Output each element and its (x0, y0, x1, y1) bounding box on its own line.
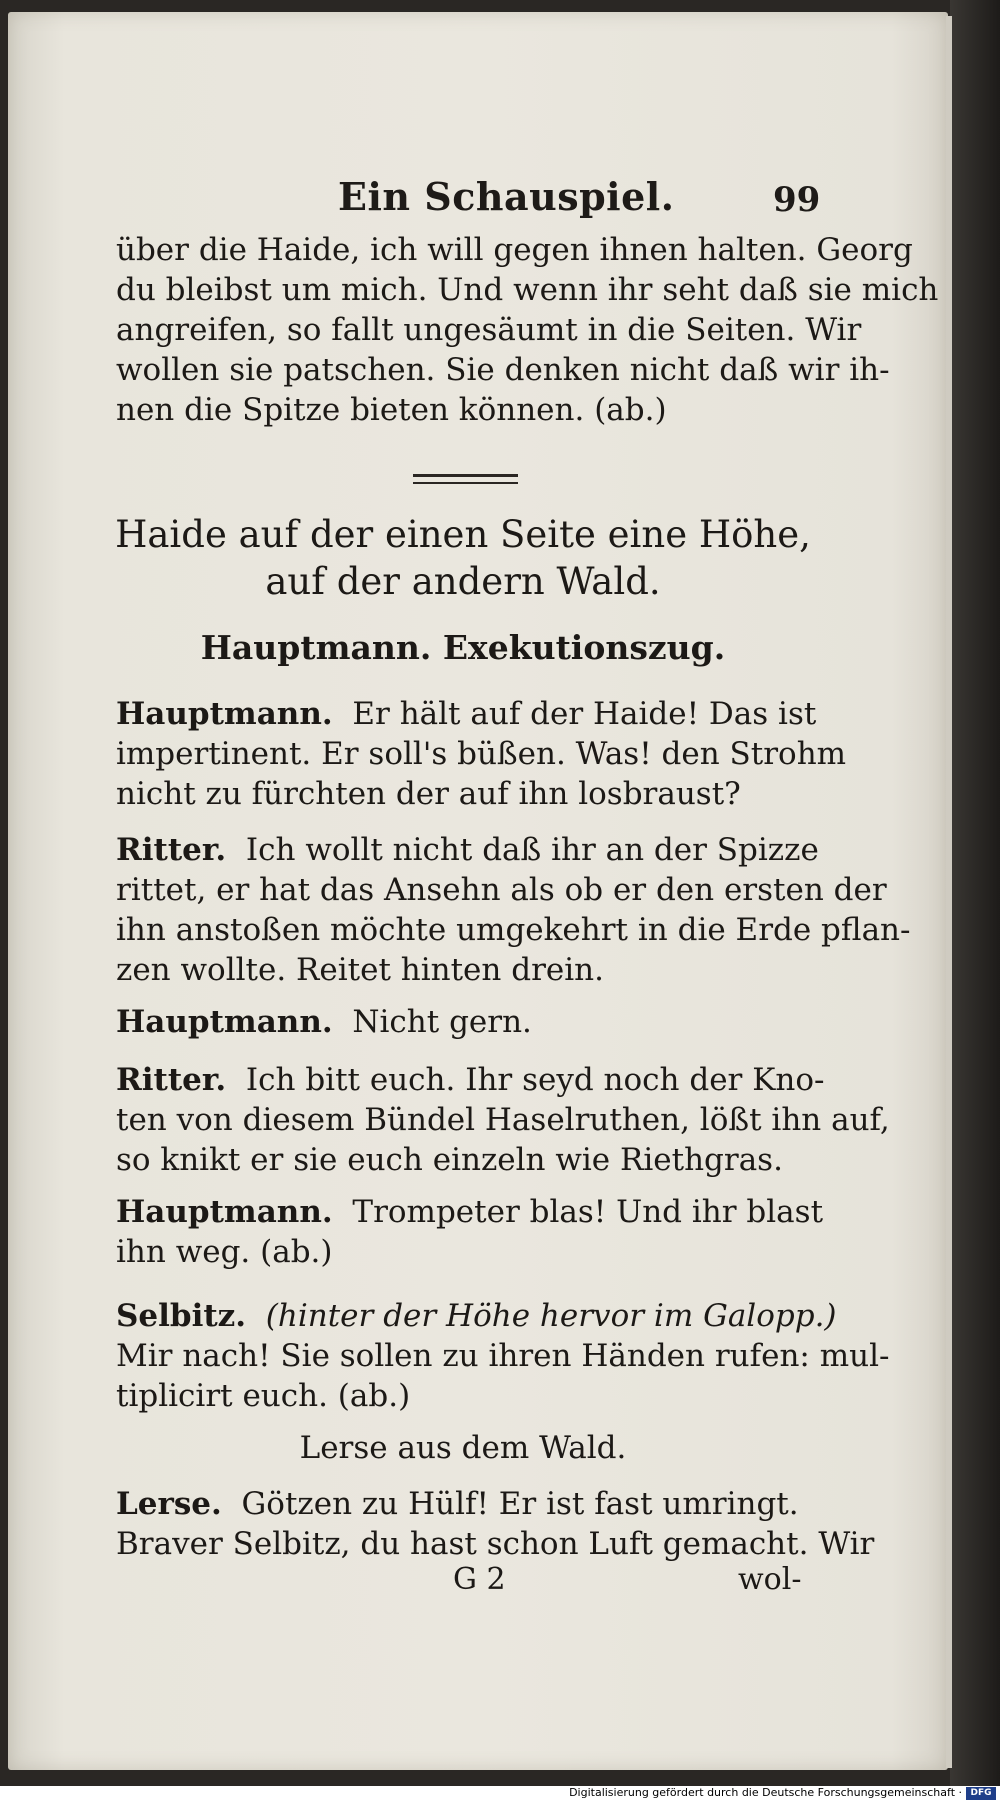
speech-first-line (116, 1484, 816, 1524)
speaker-name: Hauptmann. (116, 1194, 333, 1230)
text-line: rittet, er hat das Ansehn als ob er den ersten der (116, 872, 887, 908)
speech-first-line (116, 1060, 825, 1100)
text-line: zen wollte. Reitet hinten drein. (116, 952, 604, 988)
text-line: Mir nach! Sie sollen zu ihren Händen rufen: mul- (116, 1338, 890, 1374)
speech-hauptmann-2 (116, 1002, 816, 1042)
text-line: nen die Spitze bieten können. (ab.) (116, 392, 667, 428)
stage-entrance: Lerse aus dem Wald. (299, 1430, 627, 1466)
speaker-name: Ritter. (116, 832, 227, 868)
text-line: Braver Selbitz, du hast schon Luft gemacht. Wir (116, 1526, 875, 1562)
speech-ritter-1 (116, 830, 911, 990)
speech-text: Trompeter blas! Und ihr blast (352, 1194, 824, 1230)
speech-text: Götzen zu Hülf! Er ist fast umringt. (241, 1486, 799, 1522)
speech-first-line (116, 1002, 816, 1042)
scene-persons: Hauptmann. Exekutionszug. (200, 628, 726, 667)
speech-text: Er hält auf der Haide! Das ist (352, 696, 817, 732)
text-line: du bleibst um mich. Und wenn ihr seht daß sie mich (116, 272, 939, 308)
dfg-logo-icon[interactable]: DFG (966, 1787, 996, 1800)
book-page (8, 12, 948, 1770)
speech-text: Nicht gern. (352, 1004, 532, 1040)
text-line: nicht zu fürchten der auf ihn losbraust? (116, 776, 741, 812)
speech-first-line (116, 1296, 837, 1336)
speech-first-line (116, 1192, 824, 1232)
scene-heading-line-2: auf der andern Wald. (265, 560, 661, 603)
speech-first-line (116, 830, 819, 870)
text-line: angreifen, so fallt ungesäumt in die Seiten. Wir (116, 312, 862, 348)
text-line: tiplicirt euch. (ab.) (116, 1378, 411, 1414)
text-line: wollen sie patschen. Sie denken nicht daß wir ih- (116, 352, 890, 388)
speech-lerse (116, 1484, 875, 1564)
text-line: impertinent. Er soll's büßen. Was! den Strohm (116, 736, 847, 772)
section-divider (413, 474, 518, 484)
speech-hauptmann-3 (116, 1192, 824, 1272)
page-number: 99 (773, 180, 821, 220)
speaker-name: Hauptmann. (116, 696, 333, 732)
speaker-name: Lerse. (116, 1486, 222, 1522)
text-line: über die Haide, ich will gegen ihnen halten. Georg (116, 232, 913, 268)
text-line: ihn anstoßen möchte umgekehrt in die Erde pflan- (116, 912, 911, 948)
speech-first-line (116, 694, 816, 734)
stage-direction: (hinter der Höhe hervor im Galopp.) (265, 1298, 837, 1334)
footer-bar (0, 1786, 1000, 1802)
page-edge (946, 16, 952, 1768)
speech-text: Ich bitt euch. Ihr seyd noch der Kno- (245, 1062, 825, 1098)
text-line: so knikt er sie euch einzeln wie Riethgras. (116, 1142, 783, 1178)
speech-hauptmann-1 (116, 694, 847, 814)
speaker-name: Ritter. (116, 1062, 227, 1098)
text-line: ten von diesem Bündel Haselruthen, lößt ihn auf, (116, 1102, 890, 1138)
running-head-title: Ein Schauspiel. (338, 174, 675, 219)
opening-speech (116, 230, 939, 430)
speaker-name: Hauptmann. (116, 1004, 333, 1040)
speech-selbitz (116, 1296, 890, 1416)
scan-shadow-edge (950, 0, 1000, 1790)
speech-ritter-2 (116, 1060, 890, 1180)
speaker-name: Selbitz. (116, 1298, 247, 1334)
text-line: ihn weg. (ab.) (116, 1234, 333, 1270)
signature-mark: G 2 (453, 1562, 506, 1597)
footer-credit: Digitalisierung gefördert durch die Deutsche Forschungsgemeinschaft · (569, 1786, 962, 1799)
scene-heading-line-1: Haide auf der einen Seite eine Höhe, (115, 513, 811, 556)
speech-text: Ich wollt nicht daß ihr an der Spizze (245, 832, 819, 868)
catchword: wol- (738, 1562, 802, 1597)
